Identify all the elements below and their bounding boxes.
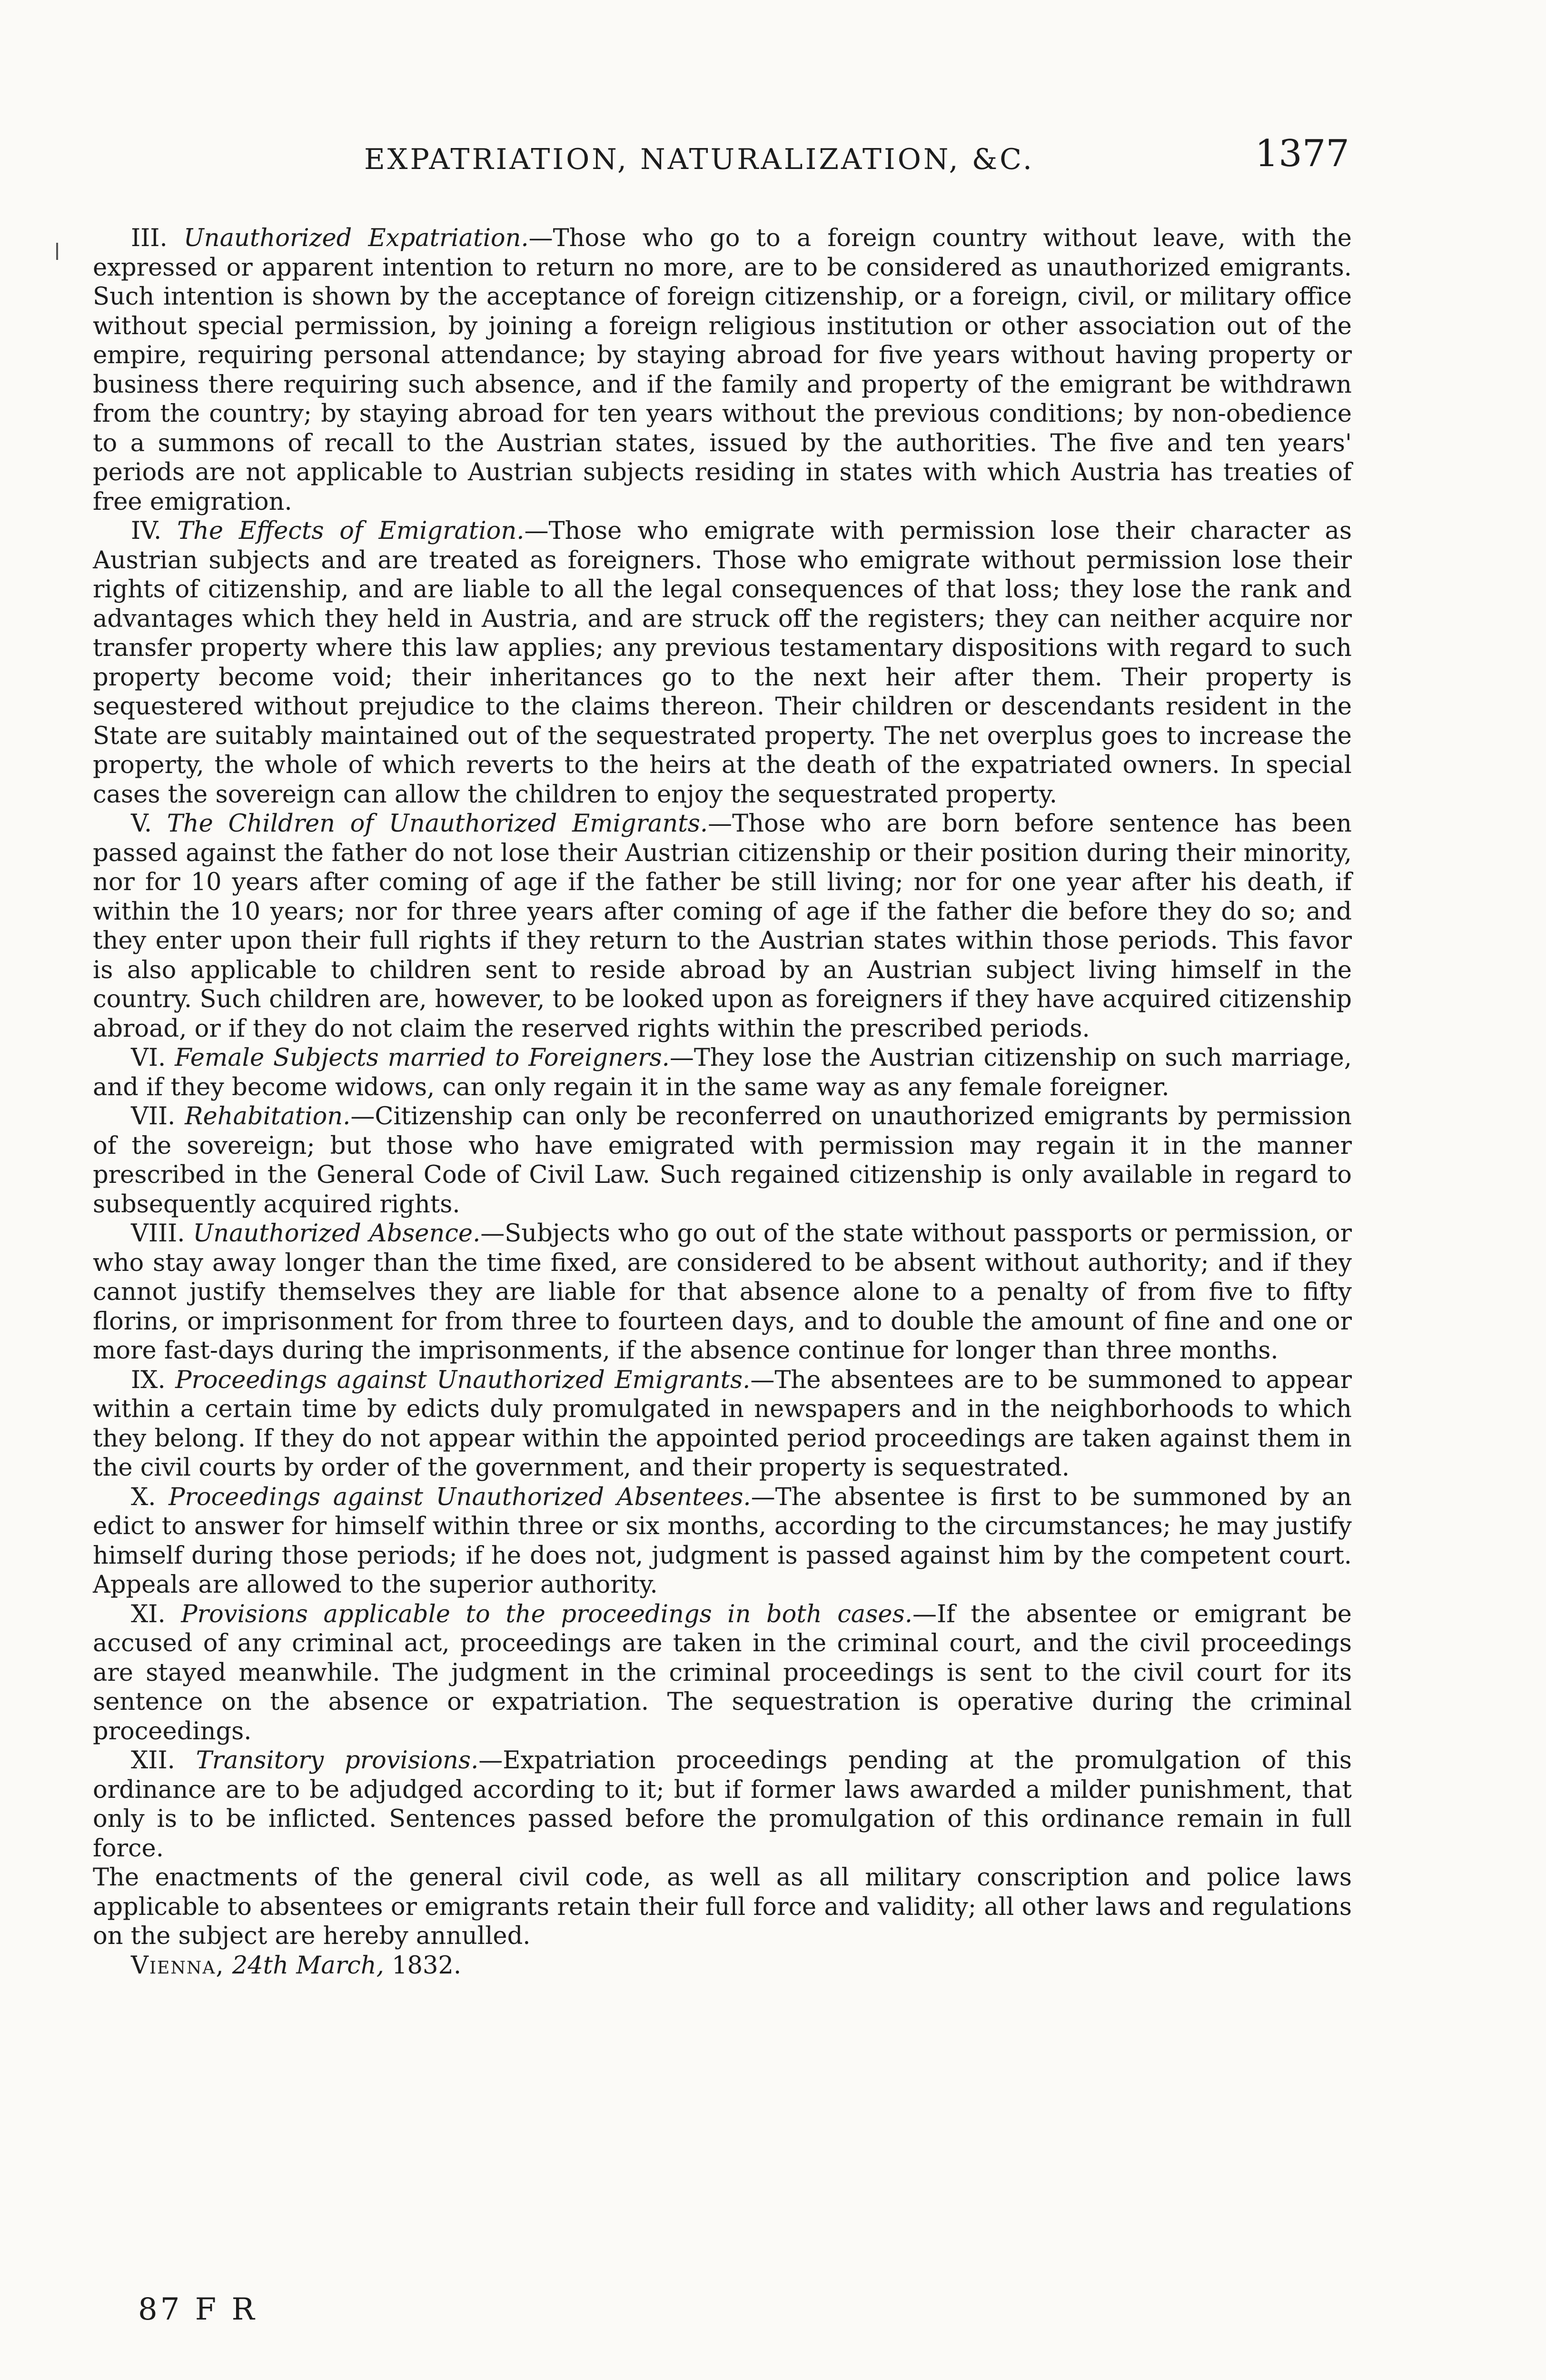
section-text: —Those who emigrate with permission lose their character as Austrian subjects and are treated as foreigners. Those who emigrate without permission lose their rights of citizenship, and are liable to all the legal consequences of that loss; they lose the rank and advantages which they held in Austria, and are struck off the registers; they can neither acquire nor transfer property where this law applies; any previous testamentary dispositions with regard to such property become void; their inheritances go to the next heir after them. Their property is sequestered without prejudice to the claims thereon. Their children or descendants resident in the State are suitably maintained out of the sequestrated property. The net overplus goes to increase the property, the whole of which reverts to the heirs at the death of the expatriated owners. In special cases the sovereign can allow the children to enjoy the sequestrated property. — [93, 517, 1352, 809]
section-number: XI. — [131, 1600, 166, 1628]
section-xii — [93, 1746, 1352, 1863]
section-number: VIII. — [131, 1220, 185, 1248]
signoff-date: 24th March, — [232, 1951, 384, 1980]
section-heading: The Children of Unauthorized Emigrants. — [167, 810, 708, 838]
section-text: —They lose the Austrian citizenship on such marriage, and if they become widows, can only regain it in the same way as any female foreigner. — [93, 1044, 1352, 1101]
section-text: —The absentees are to be summoned to appear within a certain time by edicts duly promulgated in newspapers and in the neighborhoods to which they belong. If they do not appear within the appointed period proceedings are taken against them in the civil courts by order of the government, and their property is sequestrated. — [93, 1366, 1352, 1482]
section-heading: Transitory provisions. — [196, 1746, 479, 1775]
signoff-year: 1832. — [392, 1951, 462, 1980]
section-text: —Citizenship can only be reconferred on unauthorized emigrants by permission of the sovereign; but those who have emigrated with permission may regain it in the manner prescribed in the General Code of Civil Law. Such regained citizenship is only available in regard to subsequently acquired rights. — [93, 1102, 1352, 1219]
section-heading: Provisions applicable to the proceedings in both cases. — [181, 1600, 912, 1628]
section-heading: The Effects of Emigration. — [177, 517, 525, 545]
closing-paragraph: The enactments of the general civil code, as well as all military conscription and police laws applicable to absentees or emigrants retain their full force and validity; all other laws and regulations on the subject are hereby annulled. — [93, 1864, 1352, 1950]
page-number: 1377 — [1255, 132, 1349, 175]
section-heading: Proceedings against Unauthorized Absentees. — [168, 1483, 751, 1511]
section-number: V. — [131, 810, 152, 838]
section-text: —Those who are born before sentence has been passed against the father do not lose their Austrian citizenship or their position during their minority, nor for 10 years after coming of age if the father be still living; nor for one year after his death, if within the 10 years; nor for three years after coming of age if the father die before they do so; and they enter upon their full rights if they return to the Austrian states within those periods. This favor is also applicable to children sent to reside abroad by an Austrian subject living himself in the country. Such children are, however, to be looked upon as foreigners if they have acquired citizenship abroad, or if they do not claim the reserved rights within the prescribed periods. — [93, 810, 1352, 1043]
section-text: —Those who go to a foreign country without leave, with the expressed or apparent intention to return no more, are to be considered as unauthorized emigrants. Such intention is shown by the acceptance of foreign citizenship, or a foreign, civil, or military office without special permission, by joining a foreign religious institution or other association out of the empire, requiring personal attendance; by staying abroad for five years without having property or business there requiring such absence, and if the family and property of the emigrant be withdrawn from the country; by staying abroad for ten years without the previous conditions; by non-obedience to a summons of recall to the Austrian states, issued by the authorities. The five and ten years' periods are not applicable to Austrian subjects residing in states with which Austria has treaties of free emigration. — [93, 224, 1352, 516]
section-heading: Rehabitation. — [185, 1102, 351, 1130]
section-viii — [93, 1219, 1352, 1366]
section-text: —Expatriation proceedings pending at the promulgation of this ordinance are to be adjudged according to it; but if former laws awarded a milder punishment, that only is to be inflicted. Sentences passed before the promulgation of this ordinance remain in full force. — [93, 1746, 1352, 1863]
section-heading: Unauthorized Expatriation. — [183, 224, 529, 252]
section-text: —Subjects who go out of the state without passports or permission, or who stay away longer than the time fixed, are considered to be absent without authority; and if they cannot justify themselves they are liable for that absence alone to a penalty of from five to fifty florins, or imprisonment for from three to fourteen days, and to double the amount of fine and one or more fast-days during the imprisonments, if the absence continue for longer than three months. — [93, 1220, 1352, 1365]
section-vii — [93, 1102, 1352, 1219]
section-number: IX. — [131, 1366, 166, 1394]
section-ix — [93, 1366, 1352, 1483]
margin-mark — [56, 243, 58, 260]
section-number: VII. — [131, 1102, 176, 1130]
section-heading: Female Subjects married to Foreigners. — [175, 1044, 670, 1072]
section-number: XII. — [131, 1746, 175, 1775]
section-number: X. — [131, 1483, 156, 1511]
section-number: III. — [131, 224, 168, 252]
section-heading: Proceedings against Unauthorized Emigrants. — [175, 1366, 751, 1394]
body-text — [93, 224, 1352, 1980]
signoff — [93, 1951, 1352, 1981]
section-heading: Unauthorized Absence. — [193, 1220, 481, 1248]
section-text: —If the absentee or emigrant be accused of any criminal act, proceedings are taken in the criminal court, and the civil proceedings are stayed meanwhile. The judgment in the criminal proceedings is sent to the civil court for its sentence on the absence or expatriation. The sequestration is operative during the criminal proceedings. — [93, 1600, 1352, 1745]
section-iv — [93, 516, 1352, 809]
section-v — [93, 809, 1352, 1043]
section-xi — [93, 1600, 1352, 1746]
section-text: —The absentee is first to be summoned by an edict to answer for himself within three or six months, according to the circumstances; he may justify himself during those periods; if he does not, judgment is passed against him by the competent court. Appeals are allowed to the superior authority. — [93, 1483, 1352, 1599]
running-title: EXPATRIATION, NATURALIZATION, &C. — [364, 143, 1034, 176]
page-header — [93, 129, 1349, 181]
section-vi — [93, 1043, 1352, 1102]
section-number: VI. — [131, 1044, 166, 1072]
signoff-place: Vienna, — [131, 1951, 225, 1980]
section-number: IV. — [131, 517, 162, 545]
section-iii — [93, 224, 1352, 516]
section-x — [93, 1483, 1352, 1600]
printer-signature-mark: 87 F R — [138, 2292, 258, 2327]
